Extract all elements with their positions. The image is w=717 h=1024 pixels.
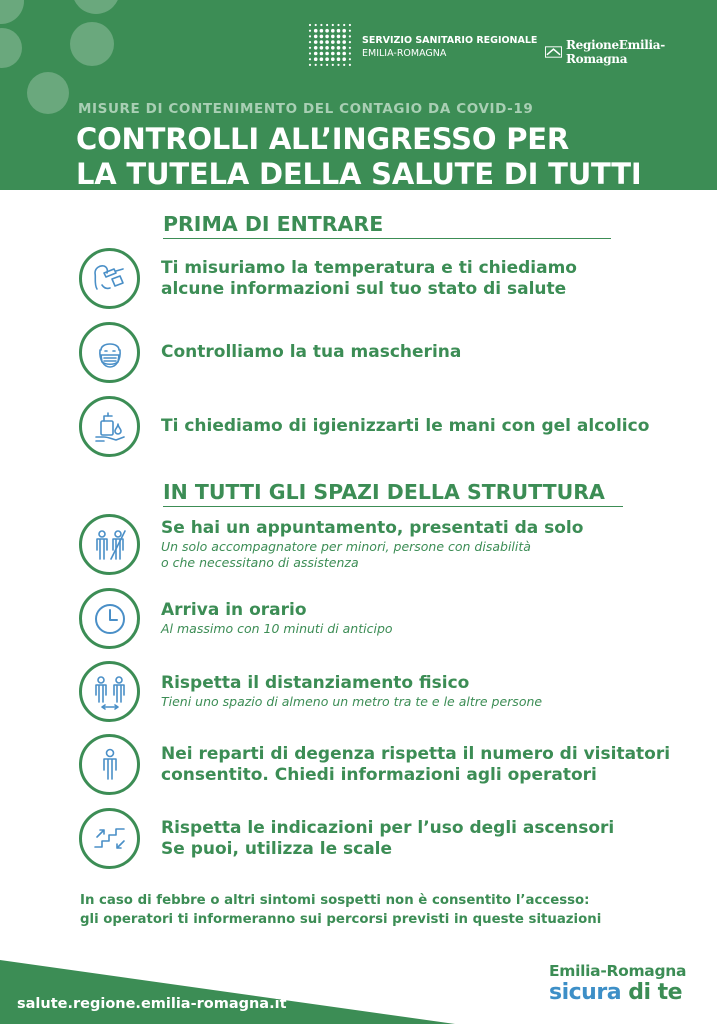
logo-dot (309, 24, 311, 26)
logo-dot (315, 24, 317, 26)
section-title-all-spaces: IN TUTTI GLI SPAZI DELLA STRUTTURA (163, 480, 623, 507)
icon-badge (79, 248, 140, 309)
logo-dot (331, 29, 335, 33)
logo-dot (342, 46, 346, 50)
logo-dot (325, 35, 329, 39)
distancing-icon (90, 672, 130, 712)
logo-dot (309, 35, 311, 37)
item-sub-line: o che necessitano di assistenza (161, 555, 359, 570)
list-item (79, 514, 583, 575)
list-item (79, 808, 614, 869)
logo-dot (349, 47, 351, 49)
logo-dot (337, 57, 341, 61)
brand-tagline-b: di te (621, 980, 683, 1005)
stairs-icon (90, 819, 130, 859)
logo-dot (309, 64, 311, 66)
region-logo-text: RegioneEmilia-Romagna (565, 38, 665, 66)
logo-dot (349, 52, 351, 54)
item-main-line: Rispetta il distanziamento fisico (161, 673, 470, 693)
icon-badge (79, 661, 140, 722)
logo-dot (343, 64, 345, 66)
logo-dot (326, 24, 328, 26)
logo-dot (337, 29, 341, 33)
logo-dot (326, 64, 328, 66)
item-text (161, 518, 583, 571)
logo-dot (349, 35, 351, 37)
organization-name (362, 34, 537, 60)
title-line2: LA TUTELA DELLA SALUTE DI TUTTI (76, 157, 642, 190)
logo-dot (331, 57, 335, 61)
logo-dot (320, 64, 322, 66)
list-item (79, 248, 577, 309)
brand-tagline (549, 980, 682, 1005)
region-logo (545, 38, 717, 66)
logo-dot (325, 29, 329, 33)
logo-dot (342, 40, 346, 44)
item-main-line: Se puoi, utilizza le scale (161, 838, 393, 859)
icon-badge (79, 514, 140, 575)
logo-dot (349, 64, 351, 66)
item-main-line: Controlliamo la tua mascherina (161, 342, 462, 362)
list-item (79, 734, 670, 795)
logo-dot (343, 24, 345, 26)
logo-dot (331, 40, 335, 44)
page-title (76, 122, 641, 190)
item-text (161, 744, 670, 786)
logo-dot (309, 41, 311, 43)
logo-dot (314, 40, 318, 44)
icon-badge (79, 734, 140, 795)
logo-dot (325, 40, 329, 44)
item-main-line: Se hai un appuntamento, presentati da solo (161, 518, 584, 538)
thermometer-icon (90, 259, 130, 299)
logo-dot (331, 46, 335, 50)
item-text (161, 342, 461, 363)
logo-dot (320, 52, 324, 56)
logo-dot (314, 29, 318, 33)
logo-dot (337, 64, 339, 66)
logo-dot (342, 57, 346, 61)
logo-dot (320, 29, 324, 33)
decor-circle (70, 22, 114, 66)
kicker: MISURE DI CONTENIMENTO DEL CONTAGIO DA COVID-19 (78, 101, 534, 117)
single-person-crossed-icon (90, 525, 130, 565)
icon-badge (79, 588, 140, 649)
logo-dot (325, 57, 329, 61)
item-main-line: consentito. Chiedi informazioni agli operatori (161, 764, 597, 785)
decor-circle (0, 28, 22, 68)
list-item (79, 322, 461, 383)
item-text (161, 818, 614, 860)
logo-dot (337, 40, 341, 44)
note-line2: gli operatori ti informeranno sui percorsi previsti in queste situazioni (80, 912, 602, 927)
item-main-line: Nei reparti di degenza rispetta il numero di visitatori (161, 743, 671, 764)
list-item (79, 588, 393, 649)
item-main-line: Rispetta le indicazioni per l’uso degli ascensori (161, 817, 615, 838)
logo-dot (320, 35, 324, 39)
logo-dot (314, 52, 318, 56)
logo-dot (325, 46, 329, 50)
item-sub-line: Un solo accompagnatore per minori, persone con disabilità (161, 539, 531, 554)
item-text (161, 673, 542, 710)
note-line1: In caso di febbre o altri sintomi sospetti non è consentito l’accesso: (80, 893, 590, 908)
decor-circle (0, 0, 24, 24)
header-band (0, 0, 717, 190)
logo-dot (320, 46, 324, 50)
item-main-line: Arriva in orario (161, 600, 307, 620)
face-mask-icon (90, 333, 130, 373)
logo-dot (332, 64, 334, 66)
logo-dot (309, 58, 311, 60)
item-main-line: alcune informazioni sul tuo stato di salute (161, 278, 567, 299)
footer-url: salute.regione.emilia-romagna.it (17, 996, 287, 1012)
logo-dot (342, 52, 346, 56)
logo-dot (331, 35, 335, 39)
item-sub-line: Tieni uno spazio di almeno un metro tra te e le altre persone (161, 694, 543, 709)
logo-dot (332, 24, 334, 26)
logo-dot (342, 35, 346, 39)
section-title-before-entering: PRIMA DI ENTRARE (163, 212, 611, 239)
logo-dot (320, 40, 324, 44)
list-item (79, 396, 649, 457)
title-line1: CONTROLLI ALL’INGRESSO PER (76, 122, 569, 156)
logo-dot (349, 41, 351, 43)
logo-dot (314, 57, 318, 61)
icon-badge (79, 322, 140, 383)
logo-dot (331, 52, 335, 56)
brand-region: Emilia-Romagna (549, 962, 687, 980)
clock-icon (90, 599, 130, 639)
logo-dot (315, 64, 317, 66)
logo-dot (349, 58, 351, 60)
logo-dot (314, 35, 318, 39)
item-sub-line: Al massimo con 10 minuti di anticipo (161, 621, 393, 636)
icon-badge (79, 808, 140, 869)
icon-badge (79, 396, 140, 457)
logo-dot (337, 52, 341, 56)
logo-dot (337, 35, 341, 39)
list-item (79, 661, 542, 722)
item-text (161, 258, 577, 300)
logo-dot (314, 46, 318, 50)
logo-dot (342, 29, 346, 33)
logo-dot (337, 46, 341, 50)
logo-dot (349, 30, 351, 32)
item-main-line: Ti chiediamo di igienizzarti le mani con gel alcolico (161, 416, 650, 436)
logo-dot (309, 30, 311, 32)
logo-dot (309, 47, 311, 49)
ssr-dots-logo-icon (307, 22, 353, 68)
region-flag-icon (545, 46, 562, 58)
organization-line2: EMILIA-ROMAGNA (362, 48, 447, 59)
logo-dot (320, 24, 322, 26)
visitor-icon (90, 745, 130, 785)
item-text (161, 600, 393, 637)
organization-line1: SERVIZIO SANITARIO REGIONALE (362, 35, 538, 46)
item-main-line: Ti misuriamo la temperatura e ti chiediamo (161, 257, 577, 278)
logo-dot (325, 52, 329, 56)
hand-sanitizer-icon (90, 407, 130, 447)
access-note (80, 891, 601, 929)
logo-dot (320, 57, 324, 61)
logo-dot (349, 24, 351, 26)
logo-dot (309, 52, 311, 54)
item-text (161, 416, 649, 437)
decor-circle (27, 72, 69, 114)
brand-tagline-a: sicura (549, 980, 622, 1005)
decor-circle (72, 0, 120, 14)
logo-dot (337, 24, 339, 26)
